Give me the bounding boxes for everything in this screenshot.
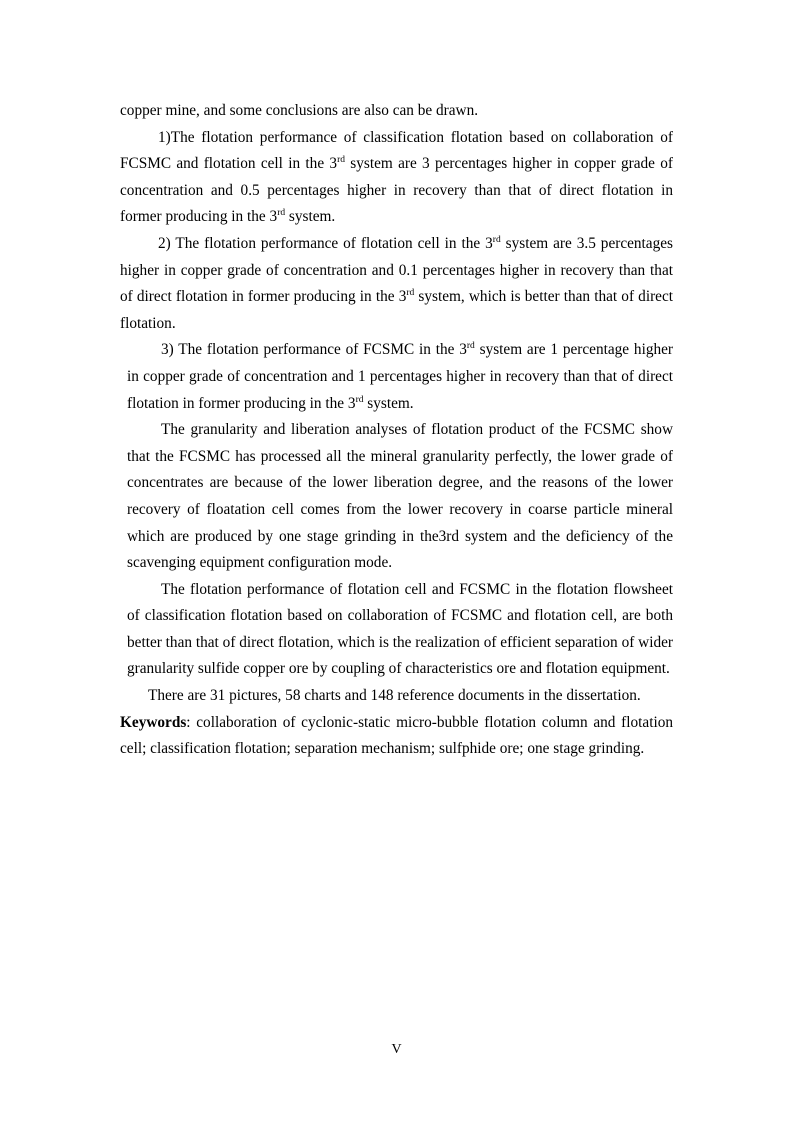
conclusion-3-text-b: system are 1 percentage higher in copper grade of concentration and 1 percentages higher in recovery than that of direct flotation in former producing in the 3 <box>127 341 673 412</box>
conclusion-2-text-b: system are 3.5 percentages higher in copper grade of concentration and 0.1 percentages higher in recovery than that of direct flotation in former producing in the 3 <box>120 234 673 306</box>
superscript-rd: rd <box>466 341 475 352</box>
paragraph-granularity: The granularity and liberation analyses of flotation product of the FCSMC show that the FCSMC has processed all the mineral granularity perfectly, the lower grade of concentrates are because of the lower liberation degree, and the reasons of the lower recovery of floatation cell comes from the lower recovery in coarse particle mineral which are produced by one stage grinding in the3rd system and the deficiency of the scavenging equipment configuration mode. <box>127 421 673 572</box>
keywords-paragraph <box>120 710 673 763</box>
conclusion-2-text-a: 2) The flotation performance of flotation cell in the 3 <box>158 234 493 252</box>
paragraph-statistics: There are 31 pictures, 58 charts and 148 reference documents in the dissertation. <box>148 687 641 705</box>
keywords-text: : collaboration of cyclonic-static micro-bubble flotation column and flotation cell; classification flotation; separation mechanism; sulfphide ore; one stage grinding. <box>120 713 673 758</box>
conclusion-1-text-a: 1)The flotation performance of classification flotation based on collaboration of FCSMC and flotation cell in the 3 <box>120 128 673 173</box>
superscript-rd: rd <box>355 394 364 405</box>
page-number: V <box>391 1042 402 1057</box>
paragraph-conclusion-2 <box>120 231 673 337</box>
paragraph-conclusion-3 <box>127 337 673 417</box>
superscript-rd: rd <box>492 234 501 245</box>
paragraph-intro: copper mine, and some conclusions are also can be drawn. <box>120 102 479 119</box>
superscript-rd: rd <box>337 155 345 166</box>
superscript-rd: rd <box>406 288 415 299</box>
abstract-body <box>120 98 673 763</box>
shifted-block <box>120 337 673 683</box>
conclusion-3-text-a: 3) The flotation performance of FCSMC in the 3 <box>161 341 467 359</box>
conclusion-3-text-c: system. <box>363 394 414 412</box>
conclusion-2-text-c: system, which is better than that of direct flotation. <box>120 288 673 332</box>
keywords-label: Keywords <box>120 713 187 731</box>
conclusion-1-text-c: system. <box>285 208 336 226</box>
conclusion-1-text-b: system are 3 percentages higher in copper grade of concentration and 0.5 percentages higher in recovery than that of direct flotation in former producing in the 3 <box>120 155 673 226</box>
superscript-rd: rd <box>277 208 286 219</box>
paragraph-conclusion-1 <box>120 125 673 231</box>
paragraph-performance: The flotation performance of flotation cell and FCSMC in the flotation flowsheet of classification flotation based on collaboration of FCSMC and flotation cell, are both better than that of direct flotation, which is the realization of efficient separation of wider granularity sulfide copper ore by coupling of characteristics ore and flotation equipment. <box>127 580 673 678</box>
